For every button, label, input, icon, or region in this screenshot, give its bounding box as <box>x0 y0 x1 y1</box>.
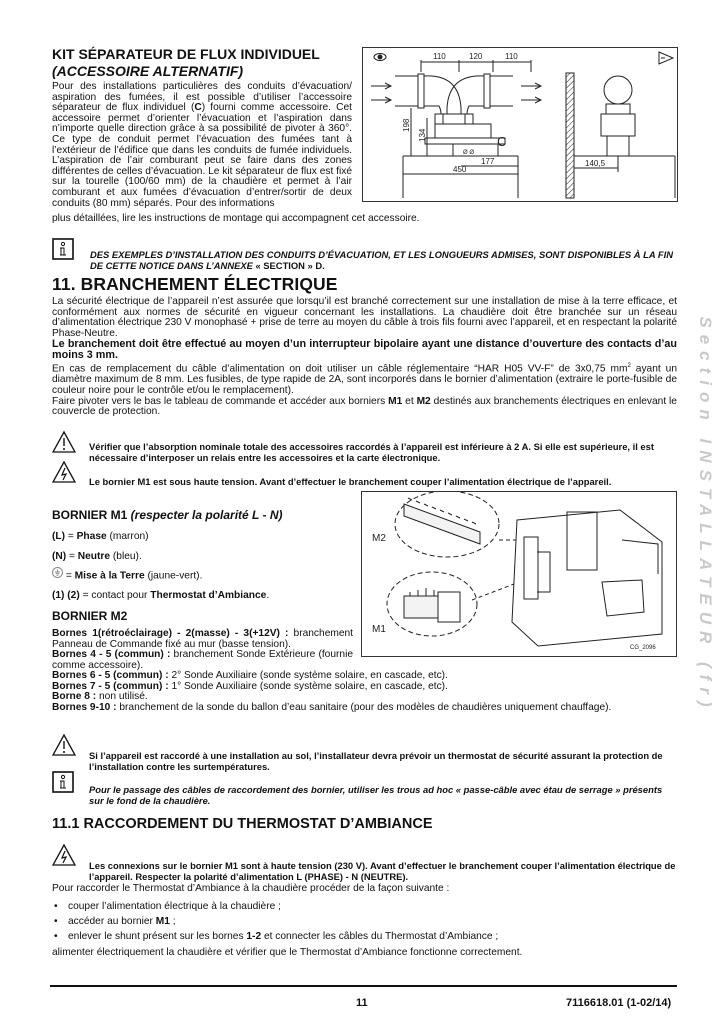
info-note-1-italic: DES EXEMPLES D’INSTALLATION DES CONDUITS D’ÉVACUATION, ET LES LONGUEURS ADMISES, SONT DISPONIBLES À LA FIN DE CETTE NOTICE DANS L’ANNEXE <box>90 249 674 272</box>
info-note-1 <box>90 249 680 271</box>
m1-row-thermostat <box>52 586 352 606</box>
m2-row-key: Borne 8 : <box>52 691 97 703</box>
label-m1: M1 <box>372 624 386 635</box>
p3-part-a: En cas de remplacement du câble d’alimentation on doit utiliser un câble réglementaire “HAR H05 VV-F” de 3x0,75 mm <box>52 363 628 375</box>
high-voltage-icon <box>52 460 76 489</box>
m2-row-key: Bornes 7 - 5 (commun) : <box>52 680 169 692</box>
kit-subtitle <box>52 63 352 80</box>
label-oo: Ø Ø <box>463 150 475 156</box>
p3-part-b: ayant un diamètre maximum de 8 mm. Les fusibles, de type rapide de 2A, sont incorporés dans le bornier d’alimentation (extraire le porte-fusible de couleur noire pour le contrôle et/ou le remplacement). <box>52 363 677 396</box>
m1-row-value: Neutre <box>77 550 111 562</box>
dim-140-5: 140,5 <box>585 159 606 168</box>
bornier-m1-title-italic: (respecter la polarité L - N) <box>127 508 283 522</box>
p4-b: et <box>402 395 417 407</box>
info-note-1-plain: « SECTION » D. <box>255 260 325 272</box>
bornier-figure <box>361 491 677 657</box>
m2-row-key: Bornes 6 - 5 (commun) : <box>52 670 169 681</box>
m1-row-key: (L) <box>52 531 66 542</box>
kit-body-part1: Pour des installations particulières des conduits d’évacuation/ aspiration des fumées, il est possible d’utiliser l’accessoire séparateur de flux individuel ( <box>52 81 352 114</box>
m1-row-note: (bleu). <box>110 550 142 562</box>
m2-row-text: branchement Panneau de Commande fixé au mur (basse tension). <box>52 628 354 650</box>
m1-row-eq: = <box>66 550 78 562</box>
m2-row-text: 1° Sonde Auxiliaire (sonde système solaire, en cascade, etc). <box>168 680 448 692</box>
arrow-in-icon-2 <box>371 97 391 103</box>
m1-row-note: (marron) <box>106 531 149 542</box>
bornier-m1-title <box>52 508 352 522</box>
section-11-1-steps <box>52 899 672 944</box>
dim-top-2: 120 <box>469 52 483 61</box>
m2-row-text: non utilisé. <box>96 691 148 703</box>
control-board <box>512 510 662 646</box>
terminal-block-drawing <box>362 492 676 656</box>
info-icon <box>52 238 74 265</box>
section-11-1-title: 11.1 RACCORDEMENT DU THERMOSTAT D’AMBIANCE <box>52 816 433 832</box>
m2-row-6 <box>52 703 692 714</box>
m1-row-key: (N) <box>52 550 67 562</box>
section-sidebar <box>690 260 720 770</box>
bornier-m2-rows-wide <box>52 671 692 713</box>
m2-row-text: 2° Sonde Auxiliaire (sonde système solaire, en cascade, etc). <box>168 670 448 681</box>
m2-row-4 <box>52 682 692 693</box>
section-11-p1: La sécurité électrique de l’appareil n’est assurée que lorsqu’il est branché correctement sur une installation de mise à la terre efficace, et conformément aux normes de sécurité en vigueur concernant les installations. La chaudière doit être branchée sur un réseau d’alimentation électrique 230 V monophasé + prise de terre au moyen du câble à trois fils fourni avec l’appareil, et en respectant la polarité Phase-Neutre. <box>52 296 677 339</box>
m2-row-key: Bornes 1(rétroéclairage) - 2(masse) - 3(+12V) : <box>52 628 289 639</box>
m2-row-2 <box>52 650 353 671</box>
m2-row-key: Bornes 4 - 5 (commun) : <box>52 649 171 661</box>
dim-top-3: 110 <box>505 52 518 61</box>
dim-450: 450 <box>453 165 467 174</box>
section-11-title: 11. BRANCHEMENT ÉLECTRIQUE <box>52 274 338 294</box>
bornier-m2-title: BORNIER M2 <box>52 609 128 623</box>
p4-m2: M2 <box>416 395 431 407</box>
dim-198: 198 <box>402 118 411 132</box>
section-11-p2: Le branchement doit être effectué au moyen d’un interrupteur bipolaire ayant une distance d’ouverture des contacts d’au moins 3 mm. <box>52 338 677 362</box>
m1-row-neutral <box>52 547 352 567</box>
kit-body <box>52 82 352 209</box>
m1-row-earth <box>52 566 352 586</box>
label-m2: M2 <box>372 533 386 544</box>
label-c: C <box>497 134 507 149</box>
m1-terminal-strip <box>404 588 460 622</box>
kit-body-part2: ) fourni comme accessoire. Cet accessoire permet d’orienter l’évacuation et l’aspiration dans n’importe quelle direction grâce à sa possibilité de pivoter à 360°. Ce type de conduit permet l’évacuation des fumées tant à l’extérieur de l’édifice que dans les conduits de fumée individuels. L’aspiration de l’air comburant peut se faire dans des zones différentes de celles d’évacuation. Le kit séparateur de flux est fixé sur la tourelle (100/60 mm) de la chaudière et permet à l’air comburant et aux fumées d’évacuation d’entrer/sortir de deux conduits (80 mm) séparés. Pour des informations <box>52 102 352 209</box>
dim-top-1: 110 <box>433 52 446 61</box>
m1-row-eq: = <box>63 570 75 582</box>
page-number: 11 <box>356 997 368 1009</box>
arrow-in-icon <box>371 83 391 89</box>
footer-divider <box>50 985 677 987</box>
bornier-m1 <box>52 508 352 605</box>
step-text-end: ; <box>169 916 176 927</box>
section-11-1-closing: alimenter électriquement la chaudière et vérifier que le Thermostat d’Ambiance fonctionne correctement. <box>52 947 523 958</box>
info-icon-2 <box>52 771 74 798</box>
m2-row-text: branchement Sonde Extérieure (fournie comme accessoire). <box>52 649 354 671</box>
p4-c: destinés aux branchements électriques en enlevant le couvercle de protection. <box>52 395 677 418</box>
m1-row-value: Phase <box>76 531 107 542</box>
m2-row-1 <box>52 629 353 650</box>
bornier-m2-rows-narrow <box>52 629 353 671</box>
m1-row-phase <box>52 527 352 547</box>
step-item <box>52 899 672 914</box>
section-11-1-warning: Les connexions sur le bornier M1 sont à haute tension (230 V). Avant d’effectuer le branchement couper l’alimentation électrique de l’appareil. Respecter la polarité d’alimentation L (PHASE) - N (NEUTRE). <box>89 860 676 883</box>
step-text: couper l’alimentation électrique à la chaudière ; <box>68 901 281 912</box>
section-11-p3 <box>52 361 677 396</box>
kit-body-last: plus détaillées, lire les instructions de montage qui accompagnent cet accessoire. <box>52 213 420 224</box>
section-11-p4 <box>52 397 677 418</box>
m1-row-note: (jaune-vert). <box>144 570 203 582</box>
bornier-m1-list <box>52 527 352 605</box>
figure-code: CG_2096 <box>630 645 656 651</box>
warning-icon <box>52 430 76 459</box>
p3-sup: 2 <box>627 363 631 370</box>
m1-row-value: Mise à la Terre <box>74 570 145 582</box>
kit-body-c: C <box>194 102 202 114</box>
warning-2: Le bornier M1 est sous haute tension. Avant d’effectuer le branchement couper l’alimentation électrique de l’appareil. <box>89 476 612 488</box>
m1-row-eq: = contact pour <box>79 589 151 601</box>
warning-1: Vérifier que l’absorption nominale totale des accessoires raccordés à l’appareil est inférieure à 2 A. Si elle est supérieure, il est nécessaire d’interposer un relais entre les accessoires et la carte électronique. <box>89 441 654 464</box>
step-bold: 1-2 <box>246 931 262 942</box>
warning-icon-2 <box>52 733 76 762</box>
warning-3: Si l’appareil est raccordé à une installation au sol, l’installateur devra prévoir un thermostat de sécurité assurant la protection de l’installation contre les surtempératures. <box>89 750 663 773</box>
arrow-out-icon-2 <box>521 97 541 103</box>
p4-a: Faire pivoter vers le bas le tableau de commande et accéder aux borniers <box>52 395 389 407</box>
info-note-2: Pour le passage des câbles de raccordement des bornier, utiliser les trous ad hoc « passe-câble avec étau de serrage » présents sur le fond de la chaudière. <box>89 784 663 807</box>
kit-figure <box>362 47 678 202</box>
dim-177: 177 <box>481 157 495 166</box>
high-voltage-icon-2 <box>52 843 76 872</box>
m2-row-key: Bornes 9-10 : <box>52 701 117 713</box>
view-direction-icon <box>659 52 673 64</box>
section-sidebar-label: Section INSTALLATEUR (fr) <box>696 316 715 714</box>
p4-m1: M1 <box>388 395 403 407</box>
document-reference: 7116618.01 (1-02/14) <box>566 997 672 1009</box>
section-11-body <box>52 297 677 418</box>
step-text-end: et connecter les câbles du Thermostat d’Ambiance ; <box>261 931 499 942</box>
kit-title: KIT SÉPARATEUR DE FLUX INDIVIDUEL <box>52 46 320 62</box>
flux-separator-drawing <box>363 48 677 201</box>
m1-row-note: . <box>266 589 270 601</box>
kit-section <box>52 46 352 209</box>
earth-icon <box>52 566 63 586</box>
arrow-out-icon <box>521 83 541 89</box>
kit-subtitle-text: (ACCESSOIRE ALTERNATIF) <box>52 63 244 79</box>
section-11-1-intro: Pour raccorder le Thermostat d’Ambiance à la chaudière procéder de la façon suivante : <box>52 883 450 894</box>
step-text: accéder au bornier <box>68 916 156 927</box>
dim-134: 134 <box>418 128 427 142</box>
step-item <box>52 929 672 944</box>
m1-row-key: (1) (2) <box>52 589 80 601</box>
m1-row-eq: = <box>65 531 77 542</box>
step-bold: M1 <box>155 916 170 927</box>
m2-row-text: branchement de la sonde du ballon d’eau sanitaire (pour des modèles de chaudières uniquement chauffage). <box>116 701 612 713</box>
step-text: enlever le shunt présent sur les bornes <box>68 931 247 942</box>
bornier-m1-title-text: BORNIER M1 <box>52 508 128 522</box>
m1-row-value: Thermostat d’Ambiance <box>150 589 267 601</box>
m2-terminal-strip <box>404 498 480 544</box>
step-item <box>52 914 672 929</box>
